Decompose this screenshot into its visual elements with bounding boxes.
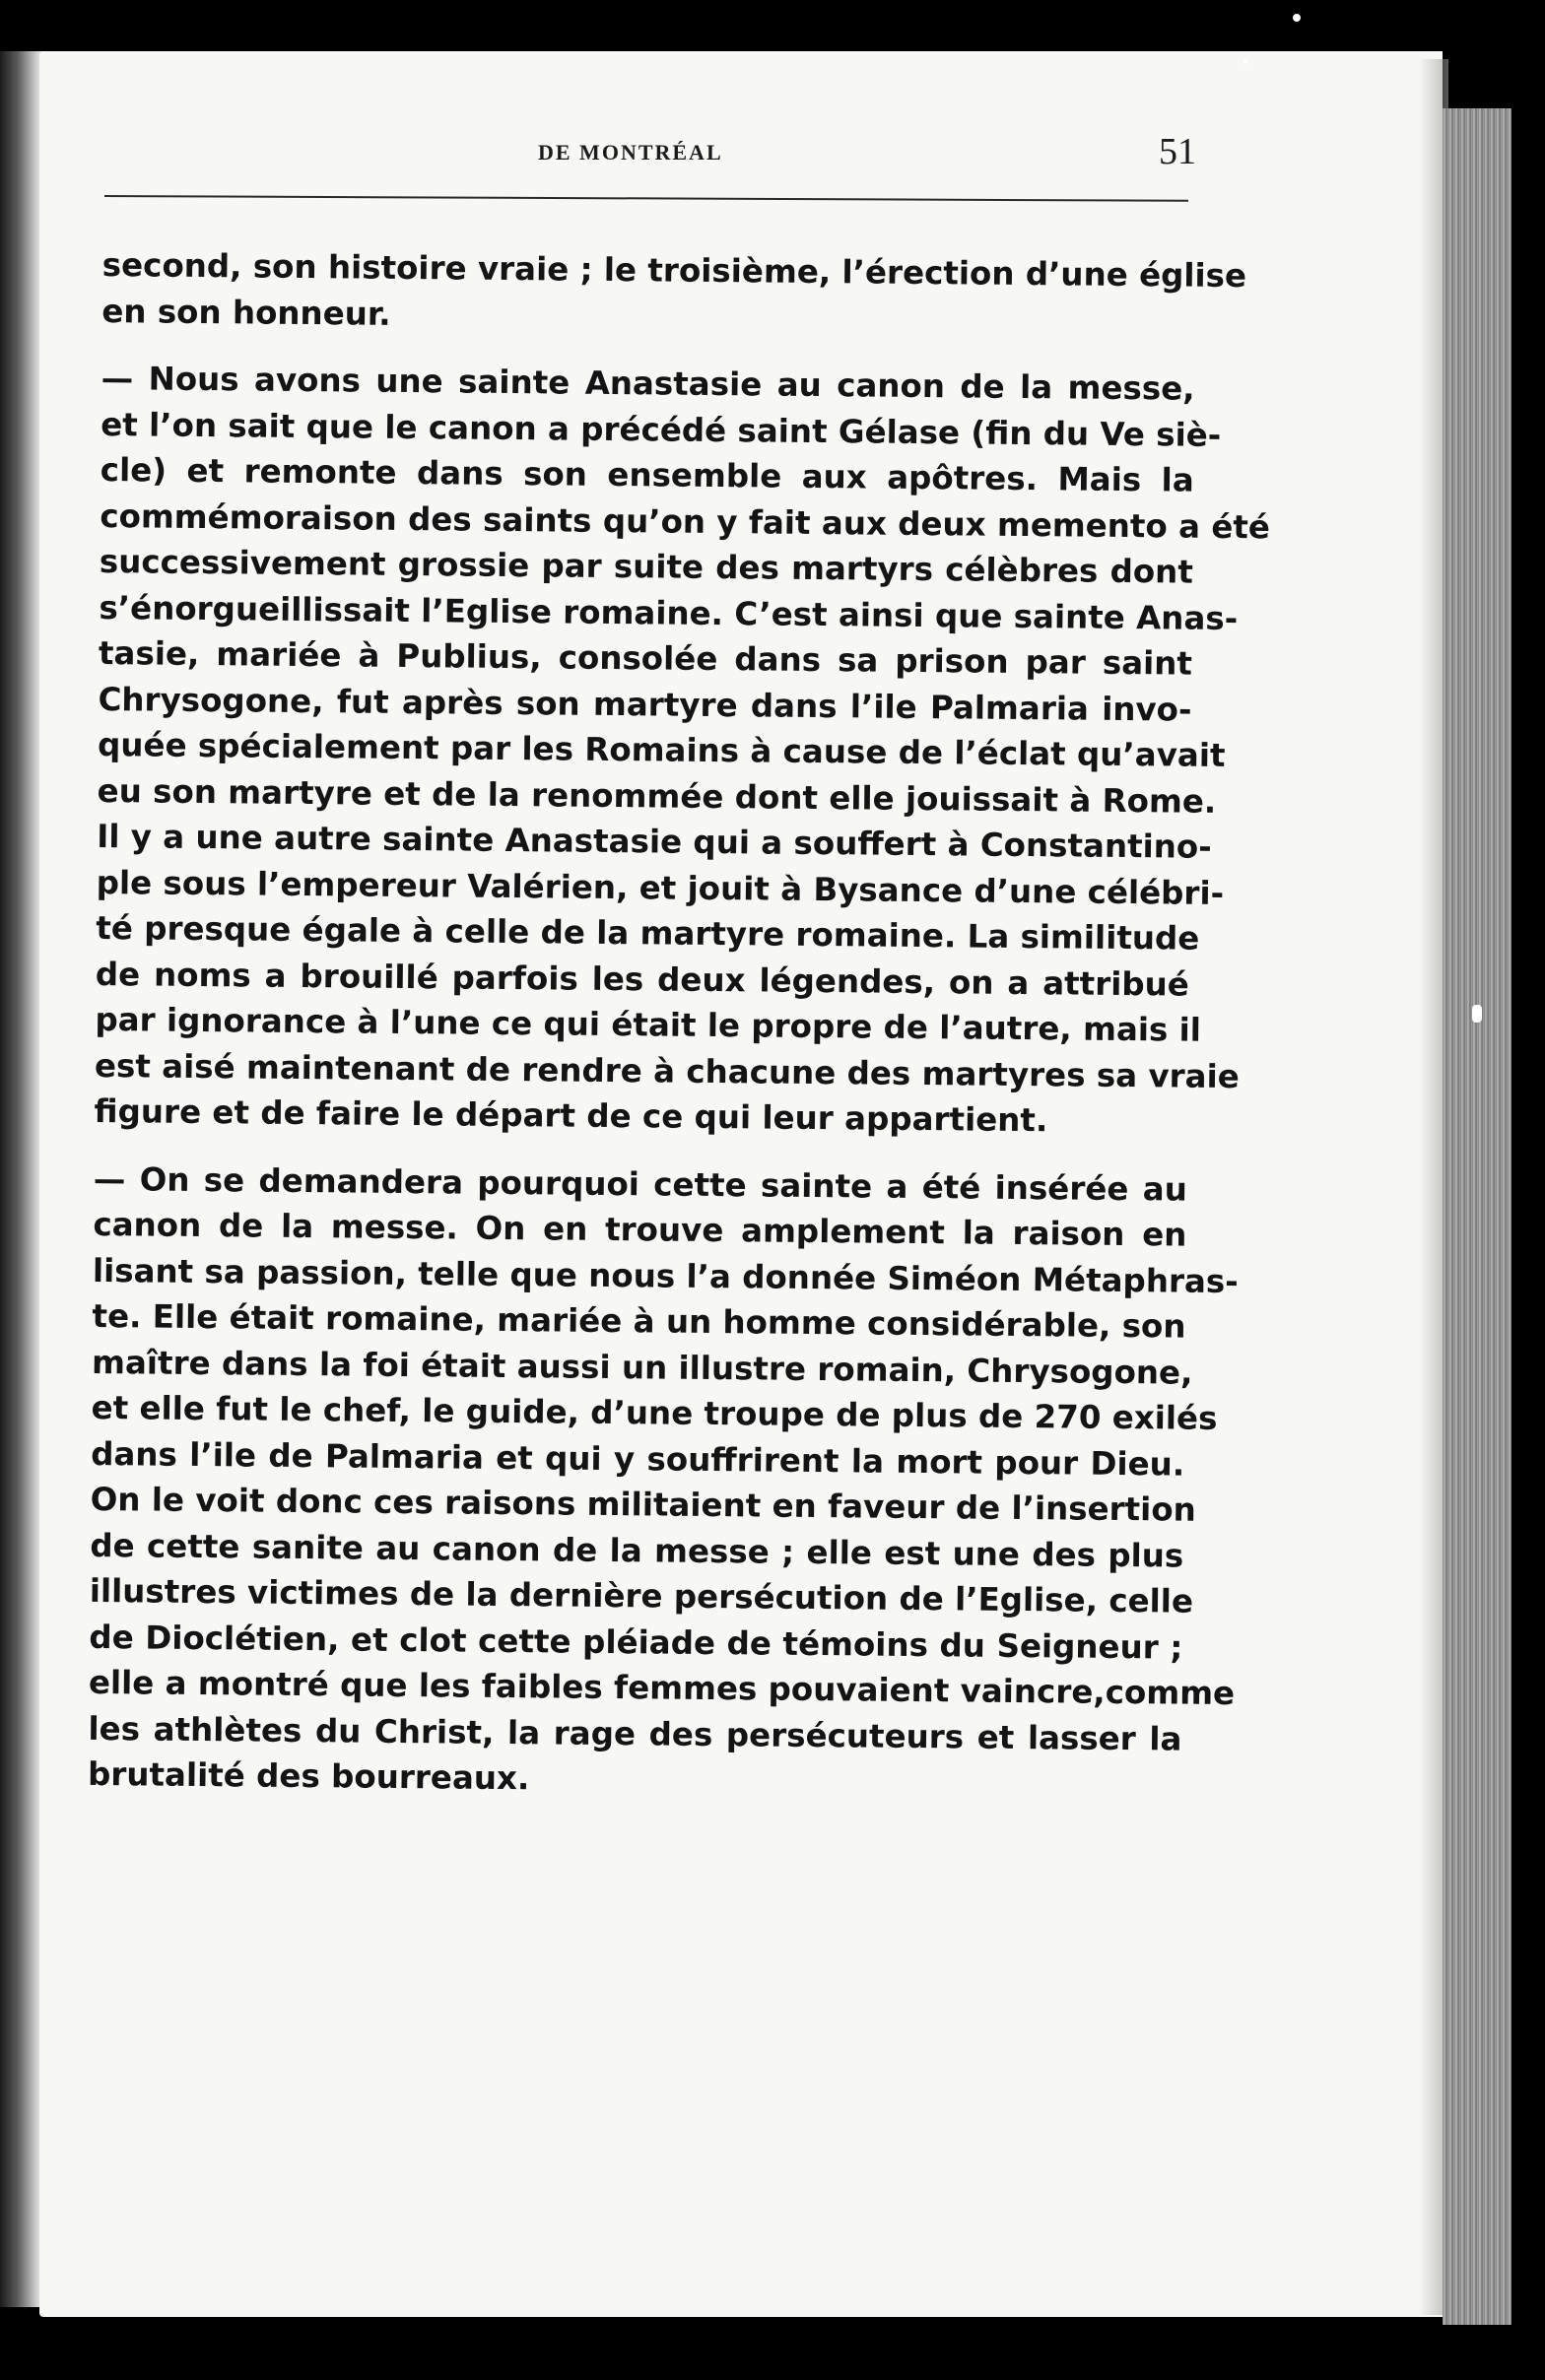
text-line: figure et de faire le départ de ce qui leur appartient. — [94, 1091, 1048, 1140]
text-line: de Dioclétien, et clot cette pléiade de témoins du Seigneur ; — [89, 1618, 1183, 1667]
text-line: elle a montré que les faibles femmes pouvaient vaincre,comme — [88, 1663, 1236, 1713]
text-line: cle) et remonte dans son ensemble aux apôtres. Mais la — [100, 450, 1194, 499]
body-text — [87, 242, 1271, 1808]
text-line: On le voit donc ces raisons militaient en faveur de l’insertion — [90, 1480, 1196, 1529]
text-line: de noms a brouillé parfois les deux légendes, on a attribué — [95, 955, 1190, 1004]
text-line: est aisé maintenant de rendre à chacune des martyres sa vraie — [94, 1046, 1240, 1095]
text-line: par ignorance à l’une ce qui était le propre de l’autre, mais il — [95, 1000, 1202, 1049]
page-number: 51 — [1159, 131, 1196, 172]
text-line: ple sous l’empereur Valérien, et jouit à Bysance d’une célébri- — [96, 863, 1225, 912]
text-line: té presque égale à celle de la martyre romaine. La similitude — [96, 908, 1200, 958]
text-line: dans l’ile de Palmaria et qui y souffrirent la mort pour Dieu. — [91, 1434, 1185, 1484]
text-line: — Nous avons une sainte Anastasie au canon de la messe, — [101, 359, 1195, 408]
paragraph — [87, 1156, 1239, 1808]
text-line: s’énorgueillissait l’Eglise romaine. C’est ainsi que sainte Anas- — [99, 588, 1239, 637]
page-stack-edges — [1443, 108, 1511, 2325]
text-line: lisant sa passion, telle que nous l’a donnée Siméon Métaphras- — [92, 1251, 1239, 1300]
text-line: successivement grossie par suite des martyrs célèbres dont — [99, 542, 1194, 591]
text-line: et l’on sait que le canon a précédé saint Gélase (fin du Ve siè- — [101, 405, 1222, 454]
text-line: de cette sanite au canon de la messe ; elle est une des plus — [90, 1526, 1184, 1575]
text-line: illustres victimes de la dernière persécution de l’Eglise, celle — [89, 1571, 1194, 1620]
text-line: les athlètes du Christ, la rage des persécuteurs et lasser la — [88, 1709, 1182, 1758]
text-line: canon de la messe. On en trouve amplement la raison en — [93, 1205, 1187, 1254]
text-line: second, son histoire vraie ; le troisième, l’érection d’une église — [101, 245, 1247, 296]
running-head — [104, 130, 1196, 179]
text-line: commémoraison des saints qu’on y fait aux deux memento a été — [100, 496, 1271, 546]
text-line: quée spécialement par les Romains à cause de l’éclat qu’avait — [97, 725, 1226, 774]
text-line: et elle fut le chef, le guide, d’une troupe de plus de 270 exilés — [91, 1388, 1218, 1437]
text-line: tasie, mariée à Publius, consolée dans sa prison par saint — [98, 633, 1193, 683]
text-line: Il y a une autre sainte Anastasie qui a souffert à Constantino- — [97, 817, 1212, 866]
text-line: — On se demandera pourquoi cette sainte a été insérée au — [93, 1159, 1188, 1209]
text-line: maître dans la foi était aussi un illustre romain, Chrysogone, — [91, 1343, 1193, 1392]
text-line: brutalité des bourreaux. — [87, 1754, 530, 1798]
running-title: DE MONTRÉAL — [538, 140, 723, 165]
text-line: eu son martyre et de la renommée dont elle jouissait à Rome. — [97, 771, 1217, 821]
text-line: Chrysogone, fut après son martyre dans l’ile Palmaria invo- — [98, 680, 1192, 729]
paragraph — [94, 356, 1271, 1145]
text-line: en son honneur. — [101, 292, 391, 333]
text-line: te. Elle était romaine, mariée à un homme considérable, son — [92, 1296, 1186, 1346]
paragraph — [101, 242, 1247, 345]
